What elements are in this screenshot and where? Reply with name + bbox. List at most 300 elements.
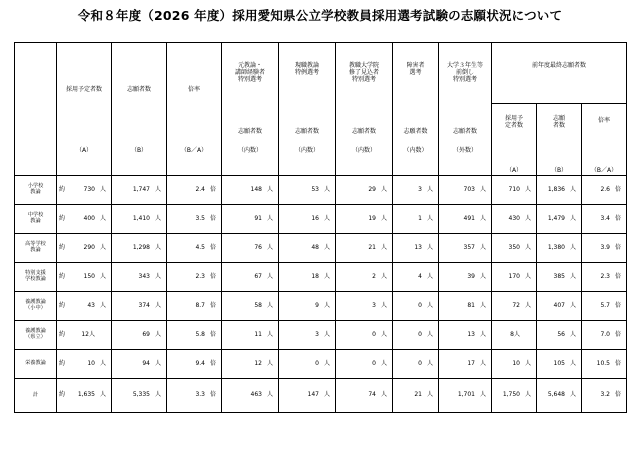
- table-row: [15, 321, 627, 350]
- cell-moto: [222, 176, 279, 205]
- header-saiyo-label: 採用予定者数: [65, 86, 102, 93]
- unit-nin: 人: [324, 214, 331, 222]
- row-name-line: 学校教論: [25, 276, 46, 282]
- row-name-line: （小中）: [25, 305, 46, 311]
- cell-pR: [582, 292, 627, 321]
- row-name-line: 栄養教論: [25, 360, 46, 367]
- row-name-line: 教論: [30, 189, 41, 195]
- cell-sho: [393, 263, 439, 292]
- header-motokyoyu: [222, 43, 279, 176]
- value: 0: [418, 359, 422, 367]
- unit-bai: 倍: [210, 359, 217, 367]
- unit-nin: 人: [570, 391, 577, 399]
- cell-d3: [439, 350, 492, 379]
- value: 5,335: [132, 391, 150, 399]
- value: 148: [250, 185, 262, 193]
- unit-nin: 人: [381, 272, 388, 280]
- value: 0: [418, 330, 422, 338]
- unit-nin: 人: [381, 330, 388, 338]
- cell-pR: [582, 263, 627, 292]
- header-sub: 志願者数: [452, 128, 477, 136]
- unit-bai: 倍: [210, 272, 217, 280]
- cell-pA: [492, 263, 537, 292]
- row-name: [15, 350, 57, 379]
- value: 10: [87, 359, 95, 367]
- value: 1,635: [77, 391, 95, 399]
- value: 2.3: [195, 272, 205, 280]
- cell-ratio: [167, 234, 222, 263]
- value: 8.7: [195, 301, 205, 309]
- value: 94: [142, 359, 150, 367]
- cell-B: [112, 176, 167, 205]
- unit-nin: 人: [155, 359, 162, 367]
- cell-d3: [439, 263, 492, 292]
- value: 3: [315, 330, 319, 338]
- header-code: （内数）: [294, 147, 319, 155]
- cell-A: [57, 292, 112, 321]
- unit-bai: 倍: [615, 272, 622, 280]
- value: 29: [368, 185, 376, 193]
- unit-nin: 人: [570, 359, 577, 367]
- value: 74: [368, 391, 376, 399]
- unit-nin: 人: [155, 391, 162, 399]
- row-name-line: 教論: [30, 218, 41, 224]
- cell-ratio: [167, 321, 222, 350]
- value: 9.4: [195, 359, 205, 367]
- value: 91: [254, 214, 262, 222]
- value: 290: [83, 243, 95, 251]
- unit-nin: 人: [267, 185, 274, 193]
- unit-yaku: 約: [59, 330, 66, 338]
- header-code: （A）: [505, 167, 523, 175]
- header-code: （内数）: [403, 147, 428, 155]
- cell-pB: [537, 350, 582, 379]
- unit-nin: 人: [480, 330, 487, 338]
- value: 343: [138, 272, 150, 280]
- unit-nin: 人: [570, 330, 577, 338]
- cell-pA: [492, 176, 537, 205]
- unit-nin: 人: [100, 359, 107, 367]
- unit-bai: 倍: [615, 243, 622, 251]
- cell-dai: [336, 205, 393, 234]
- row-name-line: 中学校: [27, 212, 44, 219]
- value: 48: [311, 243, 319, 251]
- unit-yaku: 約: [59, 185, 66, 193]
- unit-nin: 人: [570, 214, 577, 222]
- unit-nin: 人: [525, 243, 532, 251]
- unit-nin: 人: [480, 301, 487, 309]
- unit-nin: 人: [427, 272, 434, 280]
- value: 13: [467, 330, 475, 338]
- unit-bai: 倍: [210, 243, 217, 251]
- value: 21: [368, 243, 376, 251]
- value: 18: [311, 272, 319, 280]
- cell-A: [57, 176, 112, 205]
- cell-moto: [222, 321, 279, 350]
- cell-sho: [393, 321, 439, 350]
- value: 2.3: [600, 272, 610, 280]
- header-sub: 志願者数: [237, 128, 262, 136]
- cell-sho: [393, 205, 439, 234]
- header-line: 教職大学院: [348, 62, 379, 69]
- unit-nin: 人: [525, 301, 532, 309]
- unit-nin: 人: [480, 214, 487, 222]
- unit-yaku: 約: [59, 359, 66, 367]
- cell-pA: [492, 350, 537, 379]
- unit-nin: 人: [427, 391, 434, 399]
- header-code: （内数）: [237, 147, 262, 155]
- value: 21: [414, 391, 422, 399]
- header-line: 志願: [552, 115, 565, 122]
- cell-ratio: [167, 263, 222, 292]
- header-shogaisha: [393, 43, 439, 176]
- header-sub: 志願者数: [403, 128, 428, 136]
- header-zen-bairitsu: [582, 104, 627, 176]
- unit-yaku: 約: [59, 272, 66, 280]
- header-code: （B／A）: [590, 167, 618, 175]
- value: 1: [418, 214, 422, 222]
- value: 1,380: [547, 243, 565, 251]
- unit-nin: 人: [381, 243, 388, 251]
- table-row: [15, 205, 627, 234]
- cell-pA: [492, 321, 537, 350]
- value: 2.4: [195, 185, 205, 193]
- header-line: 障害者: [406, 62, 425, 69]
- cell-B: [112, 205, 167, 234]
- value: 76: [254, 243, 262, 251]
- unit-nin: 人: [100, 391, 107, 399]
- value: 374: [138, 301, 150, 309]
- value: 10: [512, 359, 520, 367]
- cell-dai: [336, 379, 393, 413]
- cell-ratio: [167, 292, 222, 321]
- value: 3: [418, 185, 422, 193]
- cell-sho: [393, 234, 439, 263]
- header-code: （B）: [130, 147, 148, 155]
- cell-pB: [537, 263, 582, 292]
- unit-nin: 人: [155, 214, 162, 222]
- cell-gen: [279, 263, 336, 292]
- table-row: [15, 176, 627, 205]
- header-line: 者数: [552, 121, 565, 129]
- unit-nin: 人: [324, 391, 331, 399]
- unit-nin: 人: [155, 272, 162, 280]
- unit-bai: 倍: [615, 391, 622, 399]
- value: 463: [250, 391, 262, 399]
- cell-pR: [582, 379, 627, 413]
- unit-bai: 倍: [210, 185, 217, 193]
- cell-pA: [492, 292, 537, 321]
- value: 3.3: [195, 391, 205, 399]
- cell-B: [112, 263, 167, 292]
- cell-d3: [439, 292, 492, 321]
- cell-B: [112, 379, 167, 413]
- table-row-total: [15, 379, 627, 413]
- row-name-line: 教論: [30, 247, 41, 253]
- row-name: [15, 321, 57, 350]
- unit-nin: 人: [480, 359, 487, 367]
- cell-dai: [336, 176, 393, 205]
- header-saiyo: [57, 43, 112, 176]
- cell-pB: [537, 234, 582, 263]
- row-name-line: 高等学校: [25, 241, 46, 248]
- header-sub: 志願者数: [351, 128, 376, 136]
- value: 69: [142, 330, 150, 338]
- header-line: 修了見込者: [348, 68, 379, 76]
- row-name: [15, 176, 57, 205]
- value: 1,750: [502, 391, 520, 399]
- header-line: 特別選考: [351, 75, 376, 83]
- cell-moto: [222, 292, 279, 321]
- cell-gen: [279, 176, 336, 205]
- unit-bai: 倍: [210, 301, 217, 309]
- application-status-table: [14, 42, 627, 413]
- unit-bai: 倍: [615, 301, 622, 309]
- cell-sho: [393, 350, 439, 379]
- unit-nin: 人: [480, 391, 487, 399]
- header-line: 採用予: [504, 115, 523, 122]
- value: 39: [467, 272, 475, 280]
- unit-nin: 人: [525, 272, 532, 280]
- header-line: 倍率: [597, 117, 610, 124]
- value: 1,479: [547, 214, 565, 222]
- header-line: 特例選考: [294, 68, 319, 76]
- unit-nin: 人: [480, 185, 487, 193]
- cell-ratio: [167, 350, 222, 379]
- row-name: [15, 205, 57, 234]
- header-code: （A）: [75, 147, 93, 155]
- value: 81: [467, 301, 475, 309]
- unit-bai: 倍: [210, 214, 217, 222]
- value: 0: [315, 359, 319, 367]
- value: 7.0: [600, 330, 610, 338]
- header-code: （B）: [550, 167, 568, 175]
- header-shigansha: [112, 43, 167, 176]
- value: 3: [372, 301, 376, 309]
- unit-nin: 人: [155, 301, 162, 309]
- unit-nin: 人: [427, 214, 434, 222]
- unit-nin: 人: [570, 301, 577, 309]
- unit-nin: 人: [427, 185, 434, 193]
- value: 12人: [81, 330, 95, 338]
- value: 2: [372, 272, 376, 280]
- cell-pR: [582, 321, 627, 350]
- unit-nin: 人: [570, 272, 577, 280]
- cell-B: [112, 350, 167, 379]
- cell-moto: [222, 234, 279, 263]
- value: 491: [463, 214, 475, 222]
- unit-nin: 人: [267, 214, 274, 222]
- value: 1,836: [547, 185, 565, 193]
- cell-pA: [492, 234, 537, 263]
- cell-pR: [582, 205, 627, 234]
- value: 10.5: [596, 359, 610, 367]
- unit-nin: 人: [480, 243, 487, 251]
- unit-nin: 人: [480, 272, 487, 280]
- header-code: （内数）: [351, 147, 376, 155]
- cell-dai: [336, 292, 393, 321]
- page-title: 令和８年度（2026 年度）採用愛知県公立学校教員採用選考試験の志願状況について: [77, 8, 563, 23]
- header-bairitsu-label: 倍率: [187, 86, 200, 93]
- unit-nin: 人: [381, 391, 388, 399]
- cell-A: [57, 234, 112, 263]
- unit-nin: 人: [570, 185, 577, 193]
- unit-nin: 人: [100, 214, 107, 222]
- cell-gen: [279, 234, 336, 263]
- header-zennendo: 前年度最終志願者数: [492, 43, 627, 104]
- unit-nin: 人: [324, 272, 331, 280]
- value: 5.8: [195, 330, 205, 338]
- cell-A: [57, 379, 112, 413]
- value: 3.9: [600, 243, 610, 251]
- row-name: [15, 234, 57, 263]
- value: 0: [418, 301, 422, 309]
- value: 5,648: [547, 391, 565, 399]
- unit-yaku: 約: [59, 214, 66, 222]
- cell-pR: [582, 234, 627, 263]
- cell-A: [57, 263, 112, 292]
- value: 16: [311, 214, 319, 222]
- unit-nin: 人: [267, 330, 274, 338]
- unit-nin: 人: [267, 243, 274, 251]
- cell-moto: [222, 350, 279, 379]
- value: 0: [372, 330, 376, 338]
- value: 17: [467, 359, 475, 367]
- header-line: 定者数: [504, 121, 523, 129]
- value: 8人: [510, 330, 520, 338]
- unit-nin: 人: [267, 391, 274, 399]
- corner-cell: [15, 43, 57, 176]
- header-line: 大学３年生等: [446, 62, 483, 69]
- cell-A: [57, 350, 112, 379]
- value: 170: [508, 272, 520, 280]
- row-name: [15, 379, 57, 413]
- unit-bai: 倍: [615, 214, 622, 222]
- header-line: 現職教論: [294, 62, 319, 69]
- unit-nin: 人: [100, 272, 107, 280]
- value: 350: [508, 243, 520, 251]
- unit-nin: 人: [324, 330, 331, 338]
- unit-nin: 人: [324, 359, 331, 367]
- header-daigaku3: [439, 43, 492, 176]
- cell-d3: [439, 321, 492, 350]
- cell-moto: [222, 263, 279, 292]
- cell-sho: [393, 176, 439, 205]
- table-row: [15, 234, 627, 263]
- value: 400: [83, 214, 95, 222]
- value: 710: [508, 185, 520, 193]
- unit-nin: 人: [324, 301, 331, 309]
- value: 385: [553, 272, 565, 280]
- unit-nin: 人: [525, 359, 532, 367]
- unit-nin: 人: [155, 243, 162, 251]
- cell-dai: [336, 350, 393, 379]
- unit-bai: 倍: [615, 359, 622, 367]
- cell-moto: [222, 205, 279, 234]
- value: 1,298: [132, 243, 150, 251]
- header-zen-shigan: [537, 104, 582, 176]
- header-sub: 志願者数: [294, 128, 319, 136]
- cell-ratio: [167, 379, 222, 413]
- value: 1,747: [132, 185, 150, 193]
- cell-pA: [492, 205, 537, 234]
- header-zen-saiyo: [492, 104, 537, 176]
- table-row: [15, 263, 627, 292]
- unit-bai: 倍: [210, 330, 217, 338]
- cell-pR: [582, 350, 627, 379]
- header-line: 特別選考: [237, 75, 262, 83]
- cell-B: [112, 234, 167, 263]
- cell-gen: [279, 321, 336, 350]
- header-code: （外数）: [452, 147, 477, 155]
- unit-nin: 人: [324, 243, 331, 251]
- row-name: [15, 292, 57, 321]
- unit-nin: 人: [427, 243, 434, 251]
- cell-sho: [393, 379, 439, 413]
- value: 19: [368, 214, 376, 222]
- header-code: （B／A）: [180, 147, 208, 155]
- cell-pB: [537, 379, 582, 413]
- unit-nin: 人: [427, 301, 434, 309]
- header-line: 前倒し: [455, 68, 474, 76]
- unit-yaku: 約: [59, 243, 66, 251]
- unit-nin: 人: [525, 185, 532, 193]
- cell-pB: [537, 205, 582, 234]
- value: 357: [463, 243, 475, 251]
- cell-dai: [336, 263, 393, 292]
- cell-gen: [279, 205, 336, 234]
- table-row: [15, 350, 627, 379]
- cell-d3: [439, 176, 492, 205]
- cell-dai: [336, 234, 393, 263]
- value: 13: [414, 243, 422, 251]
- value: 9: [315, 301, 319, 309]
- cell-pB: [537, 292, 582, 321]
- value: 12: [254, 359, 262, 367]
- unit-bai: 倍: [615, 185, 622, 193]
- value: 58: [254, 301, 262, 309]
- cell-d3: [439, 234, 492, 263]
- header-bairitsu: [167, 43, 222, 176]
- header-shigansha-label: 志願者数: [126, 86, 151, 93]
- value: 147: [307, 391, 319, 399]
- value: 5.7: [600, 301, 610, 309]
- unit-bai: 倍: [210, 391, 217, 399]
- cell-ratio: [167, 176, 222, 205]
- unit-bai: 倍: [615, 330, 622, 338]
- row-name-line: （県立）: [25, 334, 46, 340]
- unit-yaku: 約: [59, 391, 66, 399]
- cell-gen: [279, 350, 336, 379]
- unit-nin: 人: [324, 185, 331, 193]
- cell-d3: [439, 379, 492, 413]
- unit-nin: 人: [267, 359, 274, 367]
- value: 105: [553, 359, 565, 367]
- unit-nin: 人: [155, 185, 162, 193]
- value: 11: [254, 330, 262, 338]
- value: 430: [508, 214, 520, 222]
- header-daigakuin: [336, 43, 393, 176]
- value: 3.2: [600, 391, 610, 399]
- value: 407: [553, 301, 565, 309]
- row-name-line: 計: [32, 391, 39, 398]
- value: 703: [463, 185, 475, 193]
- row-name-line: 小学校: [27, 183, 44, 190]
- unit-nin: 人: [381, 301, 388, 309]
- cell-dai: [336, 321, 393, 350]
- value: 730: [83, 185, 95, 193]
- value: 3.5: [195, 214, 205, 222]
